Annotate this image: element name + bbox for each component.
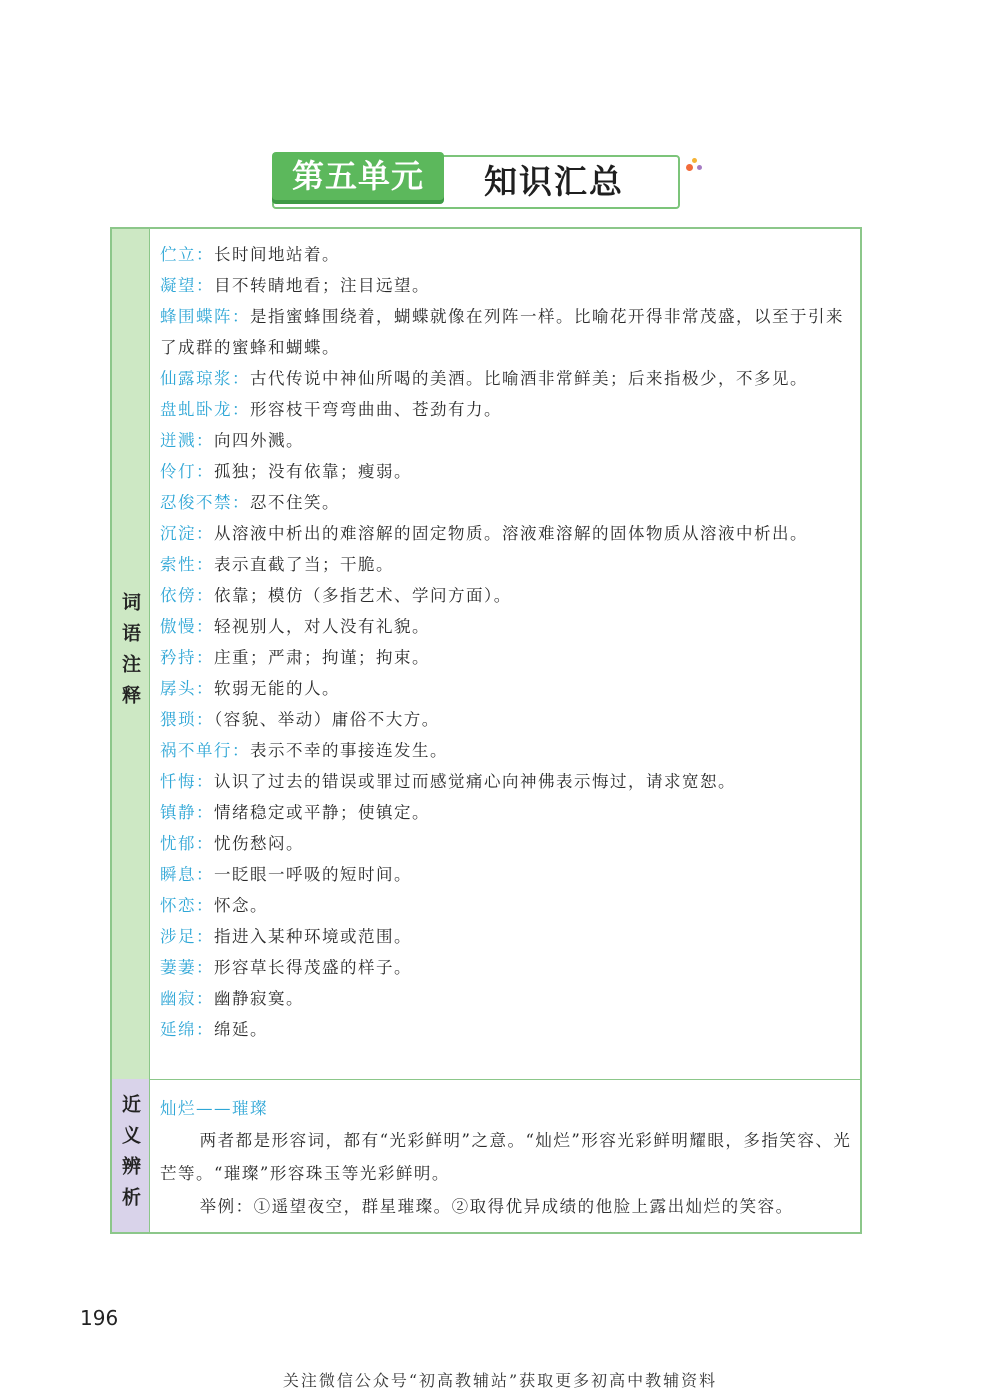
section-side-label — [112, 229, 150, 1079]
vocab-term: 忏悔： — [160, 772, 214, 791]
vocab-term: 迸溅： — [160, 431, 214, 450]
vocab-definition: 软弱无能的人。 — [214, 679, 340, 698]
vocab-entry — [160, 673, 852, 704]
vocab-entry — [160, 766, 852, 797]
vocab-term: 忧郁： — [160, 834, 214, 853]
vocab-entry — [160, 704, 852, 735]
vocab-entry — [160, 518, 852, 549]
vocab-term: 猥琐： — [160, 710, 214, 729]
vocab-entry — [160, 487, 852, 518]
vocab-definition: 形容草长得茂盛的样子。 — [214, 958, 412, 977]
unit-title-banner — [272, 152, 680, 208]
vocab-entry — [160, 239, 852, 270]
vocab-entry — [160, 983, 852, 1014]
vocab-definition: 长时间地站着。 — [214, 245, 340, 264]
vocab-definition: 表示不幸的事接连发生。 — [250, 741, 448, 760]
vocab-term: 怀恋： — [160, 896, 214, 915]
vocab-term: 萋萋： — [160, 958, 214, 977]
vocab-term: 沉淀： — [160, 524, 214, 543]
vocab-entry — [160, 642, 852, 673]
page-number: 196 — [80, 1306, 119, 1330]
vocab-definition: （容貌、举动）庸俗不大方。 — [214, 710, 440, 729]
vocab-entry — [160, 301, 852, 363]
vocab-term: 凝望： — [160, 276, 214, 295]
synonym-analysis-section — [112, 1079, 860, 1232]
vocab-definition: 轻视别人，对人没有礼貌。 — [214, 617, 430, 636]
synonym-explanation: 两者都是形容词，都有“光彩鲜明”之意。“灿烂”形容光彩鲜明耀眼，多指笑容、光芒等。“璀璨”形容珠玉等光彩鲜明。 — [160, 1131, 852, 1183]
vocab-term: 蜂围蝶阵： — [160, 307, 250, 326]
vocab-entry — [160, 797, 852, 828]
synonym-analysis-label: 近义辨析 — [119, 1093, 141, 1218]
vocab-entry — [160, 394, 852, 425]
vocab-term: 镇静： — [160, 803, 214, 822]
footer-note: 关注微信公众号“初高教辅站”获取更多初高中教辅资料 — [282, 1371, 718, 1390]
vocab-definition: 向四外溅。 — [214, 431, 304, 450]
vocab-definition: 孤独；没有依靠；瘦弱。 — [214, 462, 412, 481]
vocab-entry — [160, 363, 852, 394]
vocab-definition: 幽静寂寞。 — [214, 989, 304, 1008]
synonym-pair: 灿烂——璀璨 — [160, 1099, 268, 1118]
vocab-entry — [160, 921, 852, 952]
vocab-definition: 是指蜜蜂围绕着，蝴蝶就像在列阵一样。比喻花开得非常茂盛，以至于引来了成群的蜜蜂和蝴蝶。 — [160, 307, 844, 357]
vocab-term: 孱头： — [160, 679, 214, 698]
vocabulary-notes-section — [112, 229, 860, 1080]
vocab-term: 傲慢： — [160, 617, 214, 636]
vocab-entry — [160, 611, 852, 642]
vocab-term: 祸不单行： — [160, 741, 250, 760]
unit-label: 第五单元 — [272, 152, 444, 200]
vocab-entry — [160, 828, 852, 859]
vocab-term: 矜持： — [160, 648, 214, 667]
decorative-dots-icon — [684, 156, 708, 176]
vocab-entry — [160, 890, 852, 921]
vocab-entry — [160, 270, 852, 301]
vocab-term: 索性： — [160, 555, 214, 574]
vocabulary-list — [160, 239, 852, 1045]
vocab-term: 依傍： — [160, 586, 214, 605]
vocab-definition: 忧伤愁闷。 — [214, 834, 304, 853]
vocab-definition: 古代传说中神仙所喝的美酒。比喻酒非常鲜美；后来指极少，不多见。 — [250, 369, 808, 388]
vocab-definition: 认识了过去的错误或罪过而感觉痛心向神佛表示悔过，请求宽恕。 — [214, 772, 736, 791]
vocab-definition: 一眨眼一呼吸的短时间。 — [214, 865, 412, 884]
vocab-term: 仙露琼浆： — [160, 369, 250, 388]
vocab-term: 瞬息： — [160, 865, 214, 884]
vocab-entry — [160, 735, 852, 766]
vocabulary-notes-label: 词语注释 — [119, 592, 141, 716]
vocab-entry — [160, 859, 852, 890]
vocab-entry — [160, 580, 852, 611]
vocab-definition: 绵延。 — [214, 1020, 268, 1039]
vocab-term: 伶仃： — [160, 462, 214, 481]
vocab-entry — [160, 1014, 852, 1045]
page-title: 知识汇总 — [484, 162, 624, 201]
vocab-definition: 表示直截了当；干脆。 — [214, 555, 394, 574]
vocab-definition: 怀念。 — [214, 896, 268, 915]
vocab-entry — [160, 425, 852, 456]
vocab-entry — [160, 456, 852, 487]
vocab-term: 盘虬卧龙： — [160, 400, 250, 419]
vocab-definition: 形容枝干弯弯曲曲、苍劲有力。 — [250, 400, 502, 419]
vocab-definition: 从溶液中析出的难溶解的固定物质。溶液难溶解的固体物质从溶液中析出。 — [214, 524, 808, 543]
vocab-definition: 指进入某种环境或范围。 — [214, 927, 412, 946]
knowledge-summary-box — [110, 227, 862, 1234]
vocab-term: 延绵： — [160, 1020, 214, 1039]
vocab-definition: 依靠；模仿（多指艺术、学问方面）。 — [214, 586, 512, 605]
vocab-term: 伫立： — [160, 245, 214, 264]
synonym-example: 举例：①遥望夜空，群星璀璨。②取得优异成绩的他脸上露出灿烂的笑容。 — [199, 1197, 794, 1216]
vocab-definition: 情绪稳定或平静；使镇定。 — [214, 803, 430, 822]
vocab-term: 涉足： — [160, 927, 214, 946]
synonym-content — [160, 1093, 852, 1223]
vocab-definition: 目不转睛地看；注目远望。 — [214, 276, 430, 295]
vocab-definition: 庄重；严肃；拘谨；拘束。 — [214, 648, 430, 667]
vocab-entry — [160, 952, 852, 983]
vocab-definition: 忍不住笑。 — [250, 493, 340, 512]
vocab-term: 幽寂： — [160, 989, 214, 1008]
vocab-term: 忍俊不禁： — [160, 493, 250, 512]
vocab-entry — [160, 549, 852, 580]
section-side-label — [112, 1079, 150, 1232]
